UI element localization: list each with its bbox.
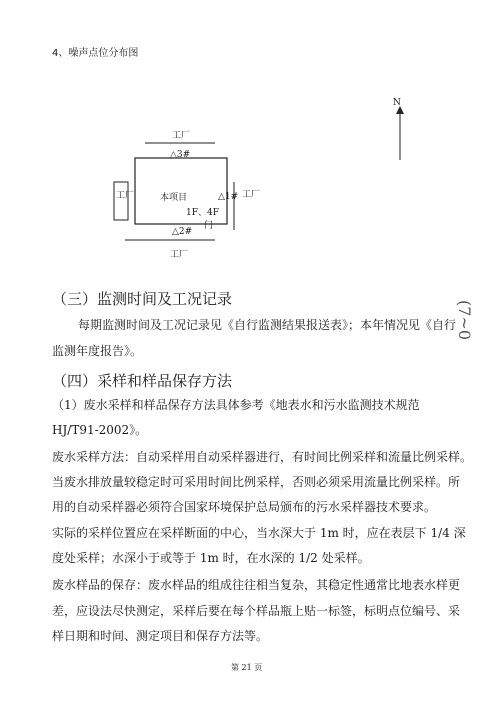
- gate-label: 门: [204, 221, 214, 231]
- point-1-label: △1#: [218, 192, 239, 202]
- section-4-title: （四）采样和样品保存方法: [52, 372, 233, 390]
- noise-point-diagram: [0, 0, 500, 300]
- section-3-title: （三）监测时间及工况记录: [52, 290, 233, 308]
- section-4-text-line: 当废水排放量较稳定时可采用时间比例采样，否则必须采用流量比例采样。所: [52, 475, 461, 489]
- floors-label: 1F、4F: [186, 208, 219, 218]
- section-heading: 4、噪声点位分布图: [52, 48, 139, 59]
- margin-handwritten-mark: (7~0: [455, 300, 474, 341]
- section-3-text-line: 监测年度报告》。: [52, 344, 143, 358]
- point-2-label: △2#: [172, 227, 193, 237]
- section-4-text-line: 废水采样方法：自动采样用自动采样器进行，有时间比例采样和流量比例采样。: [52, 450, 473, 464]
- section-4-text-line: 度处采样；水深小于或等于 1m 时，在水深的 1/2 处采样。: [52, 551, 370, 565]
- section-4-text-line: 用的自动采样器必须符合国家环境保护总局颁布的污水采样器技术要求。: [52, 500, 437, 514]
- factory-bottom-label: 工厂: [170, 250, 189, 260]
- section-4-text-line: 样日期和时间、测定项目和保存方法等。: [52, 629, 269, 643]
- factory-left-building: [114, 182, 128, 220]
- section-4-text-line: 差，应设法尽快测定，采样后要在每个样品瓶上贴一标签，标明点位编号、采: [52, 604, 461, 618]
- section-3-text-line: 每期监测时间及工况记录见《自行监测结果报送表》；本年情况见《自行: [78, 318, 457, 332]
- section-4-text-line: HJ/T91-2002》。: [52, 423, 148, 437]
- page-number: 第 21 页: [231, 663, 263, 672]
- section-4-text-line: （1）废水采样和样品保存方法具体参考《地表水和污水监测技术规范: [52, 398, 420, 412]
- factory-left-label: 工厂: [116, 191, 135, 201]
- factory-top-label: 工厂: [172, 131, 191, 141]
- project-label: 本项目: [160, 193, 188, 203]
- factory-right-label: 工厂: [242, 190, 261, 200]
- section-4-text-line: 废水样品的保存：废水样品的组成往往相当复杂，其稳定性通常比地表水样更: [52, 578, 461, 592]
- point-3-label: △3#: [170, 150, 191, 160]
- north-label: N: [393, 98, 401, 108]
- section-4-text-line: 实际的采样位置应在采样断面的中心，当水深大于 1m 时，应在表层下 1/4 深: [52, 526, 466, 540]
